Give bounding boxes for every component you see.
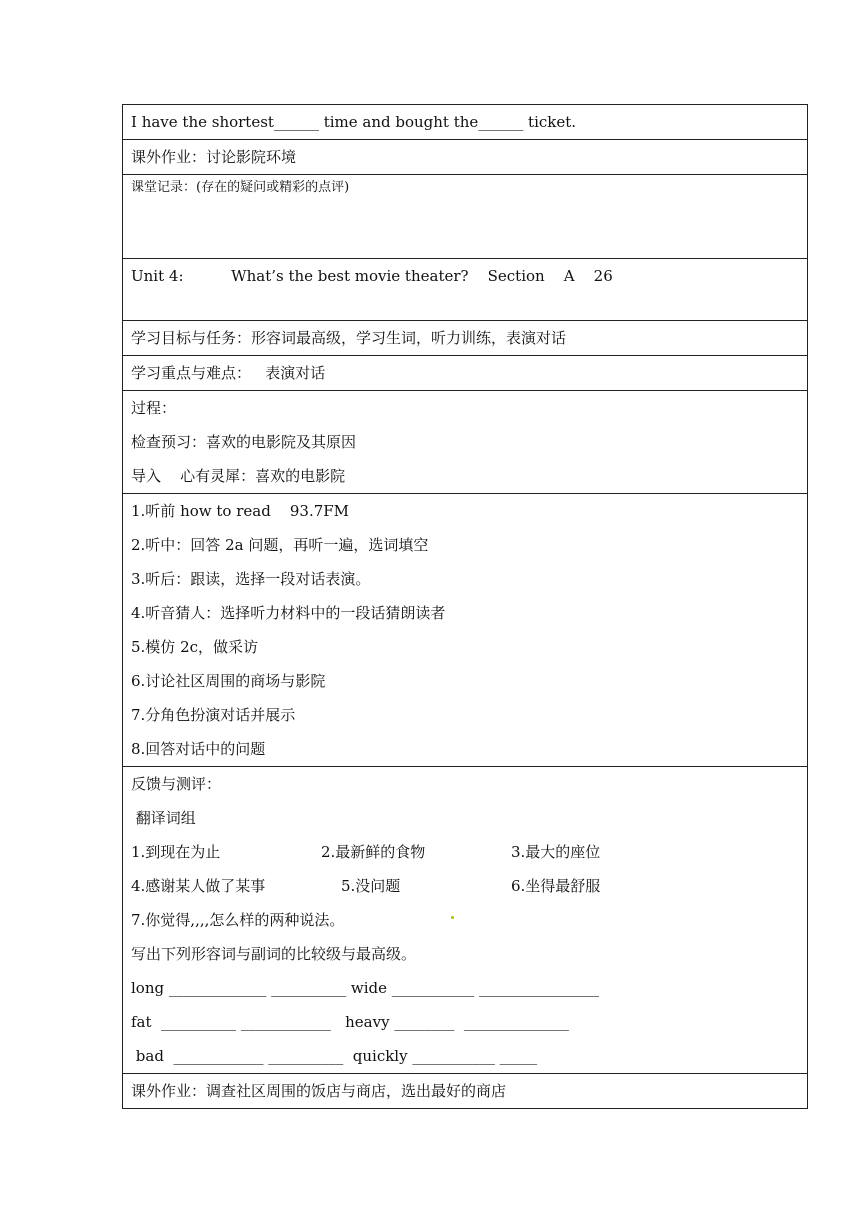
row-homework-2 xyxy=(123,1073,807,1108)
process-preview: 检查预习：喜欢的电影院及其原因 xyxy=(131,433,357,451)
row-feedback xyxy=(123,766,807,1073)
class-notes-label: 课堂记录：(存在的疑问或精彩的点评) xyxy=(131,180,350,195)
step-item: 2.听中：回答 2a 问题，再听一遍，选词填空 xyxy=(131,536,429,554)
row-objectives xyxy=(123,320,807,355)
step-item: 6.讨论社区周围的商场与影院 xyxy=(131,672,326,690)
objectives-text: 学习目标与任务：形容词最高级，学习生词，听力训练，表演对话 xyxy=(131,329,567,347)
fill-line-bad: bad ____________ __________ quickly ___________ _____ xyxy=(131,1047,538,1065)
step-item: 5.模仿 2c，做采访 xyxy=(131,638,259,656)
row-class-notes xyxy=(123,174,807,258)
step-item: 3.听后：跟读，选择一段对话表演。 xyxy=(131,570,371,588)
row-homework-1 xyxy=(123,139,807,174)
phrase-item: 1.到现在为止 xyxy=(131,843,221,861)
row-steps xyxy=(123,493,807,766)
homework-text-2: 课外作业：调查社区周围的饭店与商店，选出最好的商店 xyxy=(131,1082,507,1100)
fill-line-long: long _____________ __________ wide ___________ ________________ xyxy=(131,979,600,997)
phrase-item: 2.最新鲜的食物 xyxy=(321,843,426,861)
row-key-points xyxy=(123,355,807,390)
phrase-row-2 xyxy=(131,869,799,903)
translate-heading: 翻译词组 xyxy=(131,809,196,827)
sentence-text: I have the shortest______ time and bought the______ ticket. xyxy=(131,113,577,131)
process-intro: 导入 心有灵犀：喜欢的电影院 xyxy=(131,467,346,485)
step-item: 4.听音猜人：选择听力材料中的一段话猜朗读者 xyxy=(131,604,446,622)
stray-mark xyxy=(451,916,454,919)
phrase-item-7: 7.你觉得,,,,怎么样的两种说法。 xyxy=(131,911,345,929)
feedback-heading: 反馈与测评： xyxy=(131,775,222,793)
step-item: 1.听前 how to read 93.7FM xyxy=(131,502,350,520)
step-item: 8.回答对话中的问题 xyxy=(131,740,266,758)
phrase-row-1 xyxy=(131,835,799,869)
phrase-item: 6.坐得最舒服 xyxy=(511,877,601,895)
process-heading: 过程： xyxy=(131,399,177,417)
key-points-text: 学习重点与难点： 表演对话 xyxy=(131,364,326,382)
phrase-item: 3.最大的座位 xyxy=(511,843,601,861)
row-unit-title xyxy=(123,258,807,320)
row-process xyxy=(123,390,807,493)
phrase-item: 4.感谢某人做了某事 xyxy=(131,877,266,895)
row-sentence xyxy=(123,105,807,139)
comparison-instruction: 写出下列形容词与副词的比较级与最高级。 xyxy=(131,945,417,963)
unit-title: Unit 4: What’s the best movie theater? Section A 26 xyxy=(131,267,613,285)
step-item: 7.分角色扮演对话并展示 xyxy=(131,706,296,724)
phrase-item: 5.没问题 xyxy=(341,877,401,895)
homework-text: 课外作业：讨论影院环境 xyxy=(131,148,297,166)
lesson-plan-table xyxy=(122,104,808,1109)
fill-line-fat: fat __________ ____________ heavy ________ ______________ xyxy=(131,1013,569,1031)
